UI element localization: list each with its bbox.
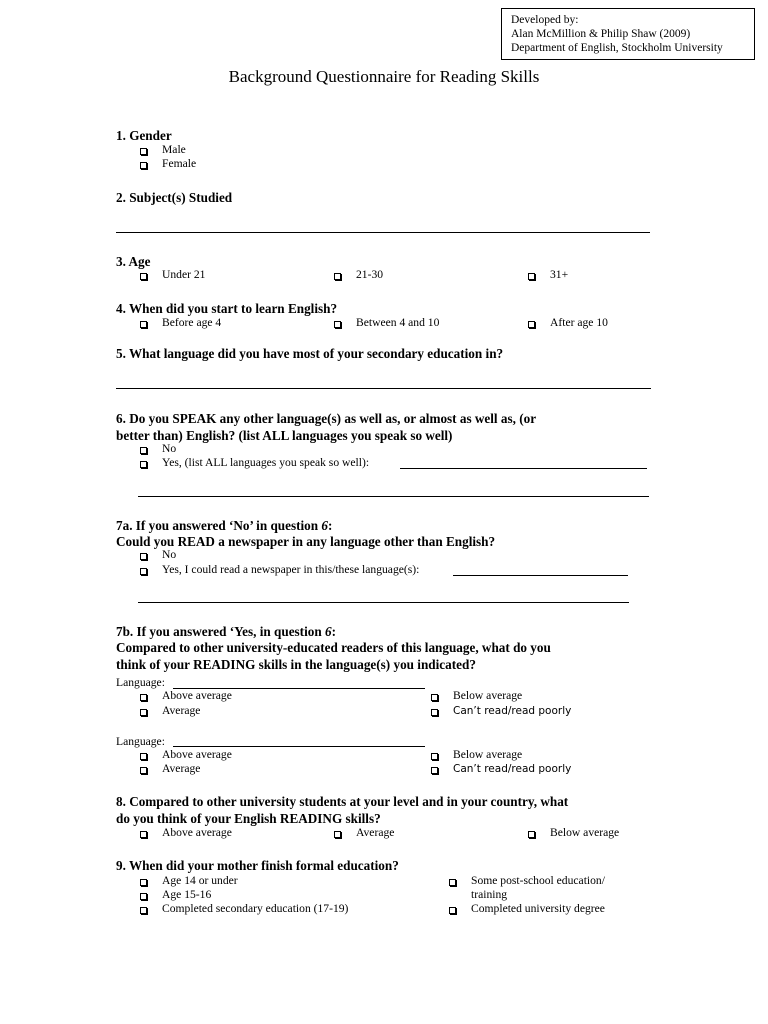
q7a-extra-answer-line[interactable] — [138, 602, 629, 603]
option-between-4-and-10: Between 4 and 10 — [356, 316, 440, 329]
checkbox-lang2-above-average[interactable] — [140, 753, 147, 760]
checkbox-university-degree[interactable] — [449, 907, 456, 914]
question-1-label: 1. Gender — [116, 128, 172, 143]
checkbox-age-15-16[interactable] — [140, 893, 147, 900]
checkbox-post-school[interactable] — [449, 879, 456, 886]
option-lang1-cant-read: Can’t read/read poorly — [453, 705, 572, 717]
option-under-21: Under 21 — [162, 268, 206, 281]
option-before-age-4: Before age 4 — [162, 316, 222, 329]
option-age-15-16: Age 15-16 — [162, 888, 212, 901]
checkbox-age-14-or-under[interactable] — [140, 879, 147, 886]
checkbox-q6-no[interactable] — [140, 447, 147, 454]
option-q6-no: No — [162, 442, 177, 455]
q7a-languages-answer-line[interactable] — [453, 575, 628, 576]
credit-department: Department of English, Stockholm University — [511, 42, 723, 54]
language-label-2: Language: — [116, 735, 165, 748]
checkbox-31-plus[interactable] — [528, 273, 535, 280]
question-6-label-line2: better than) English? (list ALL languages you speak so well) — [116, 428, 453, 443]
question-7b-label-line1: 7b. If you answered ‘Yes, in question 6: — [116, 624, 336, 639]
option-lang2-average: Average — [162, 762, 201, 775]
checkbox-lang2-average[interactable] — [140, 767, 147, 774]
option-q7a-no: No — [162, 548, 177, 561]
option-q8-below-average: Below average — [550, 826, 620, 839]
checkbox-after-age-10[interactable] — [528, 321, 535, 328]
checkbox-lang1-above-average[interactable] — [140, 694, 147, 701]
option-lang1-below-average: Below average — [453, 689, 523, 702]
question-3-label: 3. Age — [116, 254, 151, 269]
q6-languages-answer-line[interactable] — [400, 468, 647, 469]
question-8-label-line2: do you think of your English READING skills? — [116, 811, 381, 826]
question-6-label-line1: 6. Do you SPEAK any other language(s) as well as, or almost as well as, (or — [116, 411, 537, 426]
checkbox-q7a-no[interactable] — [140, 553, 147, 560]
checkbox-female[interactable] — [140, 162, 147, 169]
checkbox-completed-secondary[interactable] — [140, 907, 147, 914]
credit-box — [501, 8, 755, 60]
option-q8-above-average: Above average — [162, 826, 232, 839]
checkbox-lang1-cant-read[interactable] — [431, 709, 438, 716]
q6-extra-answer-line[interactable] — [138, 496, 649, 497]
option-lang2-above-average: Above average — [162, 748, 232, 761]
checkbox-lang1-below-average[interactable] — [431, 694, 438, 701]
checkbox-under-21[interactable] — [140, 273, 147, 280]
checkbox-q6-yes[interactable] — [140, 461, 147, 468]
subjects-answer-line[interactable] — [116, 232, 650, 233]
page-title: Background Questionnaire for Reading Skills — [228, 67, 540, 86]
option-lang2-below-average: Below average — [453, 748, 523, 761]
option-q6-yes: Yes, (list ALL languages you speak so well): — [162, 456, 370, 469]
credit-developed-by: Developed by: — [511, 14, 579, 26]
option-lang1-average: Average — [162, 704, 201, 717]
checkbox-lang2-cant-read[interactable] — [431, 767, 438, 774]
question-2-label: 2. Subject(s) Studied — [116, 190, 233, 205]
secondary-language-answer-line[interactable] — [116, 388, 651, 389]
checkbox-before-age-4[interactable] — [140, 321, 147, 328]
checkbox-between-4-and-10[interactable] — [334, 321, 341, 328]
option-after-age-10: After age 10 — [550, 316, 608, 329]
option-age-14-or-under: Age 14 or under — [162, 874, 238, 887]
option-q7a-yes: Yes, I could read a newspaper in this/these language(s): — [162, 563, 420, 576]
checkbox-q8-below-average[interactable] — [528, 831, 535, 838]
question-9-label: 9. When did your mother finish formal education? — [116, 858, 399, 873]
checkbox-q7a-yes[interactable] — [140, 568, 147, 575]
checkbox-21-30[interactable] — [334, 273, 341, 280]
option-lang1-above-average: Above average — [162, 689, 232, 702]
checkbox-q8-above-average[interactable] — [140, 831, 147, 838]
option-female: Female — [162, 157, 197, 170]
option-21-30: 21-30 — [356, 268, 384, 281]
option-31-plus: 31+ — [550, 268, 569, 281]
option-male: Male — [162, 143, 186, 156]
question-8-label-line1: 8. Compared to other university students at your level and in your country, what — [116, 794, 569, 809]
option-completed-secondary: Completed secondary education (17-19) — [162, 902, 349, 915]
question-7b-label-line3: think of your READING skills in the language(s) you indicated? — [116, 657, 476, 672]
checkbox-q8-average[interactable] — [334, 831, 341, 838]
option-post-school: Some post-school education/ — [471, 874, 605, 887]
question-5-label: 5. What language did you have most of your secondary education in? — [116, 346, 504, 361]
question-7b-label-line2: Compared to other university-educated readers of this language, what do you — [116, 640, 551, 655]
question-7a-label-line1: 7a. If you answered ‘No’ in question 6: — [116, 518, 333, 533]
option-lang2-cant-read: Can’t read/read poorly — [453, 763, 572, 775]
checkbox-male[interactable] — [140, 148, 147, 155]
checkbox-lang1-average[interactable] — [140, 709, 147, 716]
question-7a-label-line2: Could you READ a newspaper in any language other than English? — [116, 534, 496, 549]
option-post-school-continued: training — [471, 888, 508, 901]
language-label-1: Language: — [116, 676, 165, 689]
checkbox-lang2-below-average[interactable] — [431, 753, 438, 760]
credit-authors: Alan McMillion & Philip Shaw (2009) — [511, 28, 691, 40]
option-q8-average: Average — [356, 826, 395, 839]
option-university-degree: Completed university degree — [471, 902, 605, 915]
language-answer-line-2[interactable] — [173, 746, 425, 747]
question-4-label: 4. When did you start to learn English? — [116, 301, 338, 316]
